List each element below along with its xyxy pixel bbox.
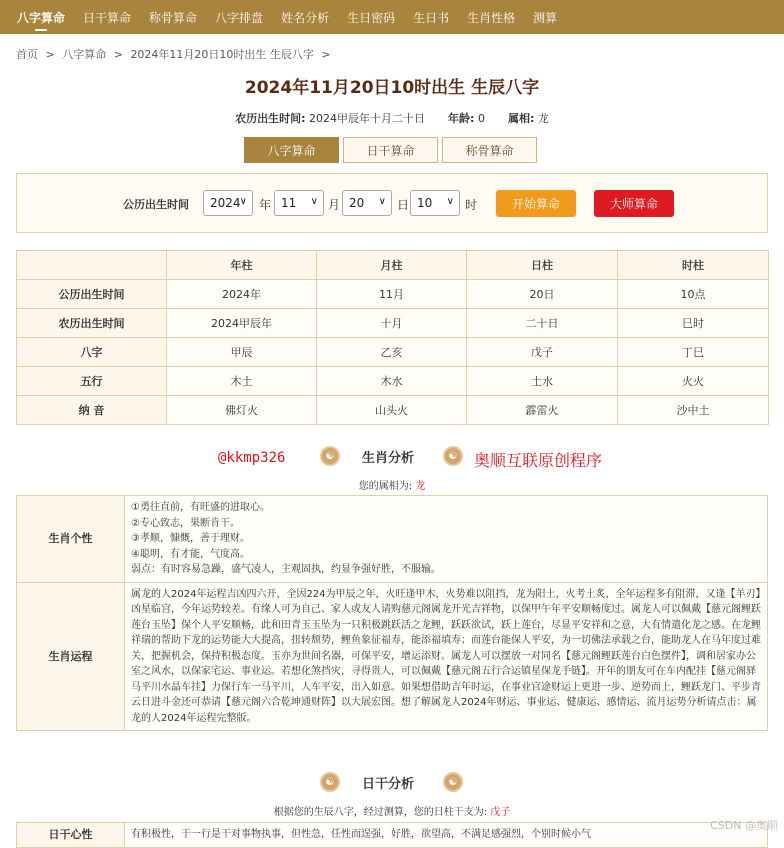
table-header: 年柱 xyxy=(167,251,317,280)
year-select-value: 2024 xyxy=(210,196,241,210)
section-title: 生肖分析 xyxy=(362,451,415,466)
zodiac-subline xyxy=(0,477,784,492)
chevron-down-icon: ∨ xyxy=(378,196,386,207)
taiji-emblem-icon: ☯ xyxy=(443,772,463,792)
rigan-info-table xyxy=(16,822,768,848)
taiji-emblem-icon: ☯ xyxy=(320,772,340,792)
zodiac-info-table xyxy=(16,495,768,731)
table-cell: 戊子 xyxy=(467,338,618,367)
table-cell: 10点 xyxy=(618,280,769,309)
zodiac-value: 龙 xyxy=(537,112,549,125)
taiji-emblem-icon: ☯ xyxy=(443,446,463,466)
table-header: 月柱 xyxy=(317,251,467,280)
table-cell: 2024年 xyxy=(167,280,317,309)
month-unit: 月 xyxy=(328,198,341,212)
row-label: 农历出生时间 xyxy=(17,309,167,338)
table-cell: 十月 xyxy=(317,309,467,338)
personality-text xyxy=(125,496,768,583)
hour-unit: 时 xyxy=(465,198,478,212)
heart-text: 有积极性，于一行是干对事物执事，但性急，任性而逞强，好胜，欲望高，不满足感强烈，个别时候小气 xyxy=(125,823,768,848)
table-header: 日柱 xyxy=(467,251,618,280)
month-select-value: 11 xyxy=(281,196,297,210)
tab-rigan[interactable]: 日干算命 xyxy=(343,137,438,163)
table-row xyxy=(17,396,769,425)
rigan-subline-prefix: 根据您的生辰八字，经过测算，您的日柱干支为: xyxy=(273,807,488,818)
zodiac-subline-value: 龙 xyxy=(415,481,426,492)
fortune-label: 生肖运程 xyxy=(17,582,125,731)
zodiac-section-header xyxy=(0,444,784,470)
table-row xyxy=(17,338,769,367)
footer-watermark: CSDN @奥顺 xyxy=(710,819,778,832)
nav-item-name-analysis[interactable]: 姓名分析 xyxy=(281,10,330,25)
page-title: 2024年11月20日10时出生 生辰八字 xyxy=(244,78,540,98)
master-divination-button[interactable]: 大师算命 xyxy=(594,190,674,217)
table-row xyxy=(17,823,768,848)
hour-select[interactable] xyxy=(410,190,460,216)
breadcrumb xyxy=(16,46,335,62)
age-label: 年龄: xyxy=(448,112,475,125)
zodiac-label: 属相: xyxy=(507,112,535,125)
table-cell: 佛灯火 xyxy=(167,396,317,425)
tab-chenggu[interactable]: 称骨算命 xyxy=(442,137,537,163)
rigan-subline xyxy=(0,803,784,818)
lunar-value: 2024甲辰年十月二十日 xyxy=(309,112,426,125)
nav-item-chenggu[interactable]: 称骨算命 xyxy=(149,10,198,25)
table-cell: 沙中土 xyxy=(618,396,769,425)
table-cell: 11月 xyxy=(317,280,467,309)
table-row xyxy=(17,496,768,583)
rigan-subline-value: 戊子 xyxy=(490,807,511,818)
nav-item-bazi[interactable]: 八字算命 xyxy=(8,0,74,34)
table-row xyxy=(17,367,769,396)
calc-tabs xyxy=(244,137,537,163)
tab-bazi[interactable]: 八字算命 xyxy=(244,137,339,163)
watermark-right: 奥顺互联原创程序 xyxy=(474,451,603,470)
table-cell: 2024甲辰年 xyxy=(167,309,317,338)
table-cell: 木土 xyxy=(167,367,317,396)
lunar-label: 农历出生时间: xyxy=(235,112,306,125)
top-nav xyxy=(0,0,784,34)
table-header xyxy=(17,251,167,280)
personality-line: ③孝顺，慷慨，善于理财。 xyxy=(131,533,250,544)
table-row xyxy=(17,309,769,338)
zodiac-subline-prefix: 您的属相为: xyxy=(358,481,413,492)
row-label: 公历出生时间 xyxy=(17,280,167,309)
taiji-emblem-icon: ☯ xyxy=(320,446,340,466)
table-cell: 乙亥 xyxy=(317,338,467,367)
heart-label: 日干心性 xyxy=(17,823,125,848)
table-cell: 霹雷火 xyxy=(467,396,618,425)
day-select-value: 20 xyxy=(349,196,365,210)
year-unit: 年 xyxy=(259,198,272,212)
table-cell: 巳时 xyxy=(618,309,769,338)
chevron-down-icon: ∨ xyxy=(310,196,318,207)
table-cell: 二十日 xyxy=(467,309,618,338)
personality-line: ②专心致志，果断肯干。 xyxy=(131,517,240,529)
rigan-section-header xyxy=(0,770,784,796)
fortune-text: 属龙的人2024年运程吉凶四六开，全因224为甲辰之年，火旺逢甲木，火势难以阻挡，龙为阳土，火考土炙，全年运程多有阻滞，又逢【羊刃】凶星临宫，今年运势较差。有缘人可为自己、家人或友人请购慈元阁属龙开光吉祥物，以保甲午年平安顺畅度过。属龙人可以佩戴【慈元阁鲤跃莲台玉坠】保个人平安顺畅，此和田青玉玉坠为一只积极跳跃活之龙鲤，跃跃欲试，跃上莲台，尽显平安祥和之意，大有情遣化龙之感。在龙鲤祥瑞的帮助下龙的运势能大大提高，扭转颓势，鲤鱼象征福寿，能添福填寿；而莲台能保人平安，为一切佛法承载之台，能助龙人在马年度过难关，把握机会，保持积极态度。玉亦为世间名器，可保平安，增运添财。属龙人可以摆放一对同名【慈元阁鲤跃莲台白色摆件】，调和居家办公室之风水，以保家宅运、事业运。若想化煞挡灾，寻得贵人，可以佩戴【慈元阁五行合运镇星保龙手链】。开年的朋友可在车内配挂【慈元阁驿马平川水晶车挂】力保行车一马平川，人车平安，出入如意。如果想借助吉年时运，在事业官途财运上更进一步、逆势而上，鲤跃龙门、平步青云日进斗金还可恭请【慈元阁六合乾坤通财阵】以大展宏图。想了解属龙人2024年财运、事业运、健康运、感情运、流月运势分析请点击：属龙的人2024年运程完整版。 xyxy=(125,582,768,731)
table-header-row xyxy=(17,251,769,280)
birth-time-form xyxy=(16,173,768,233)
row-label: 五行 xyxy=(17,367,167,396)
month-select[interactable] xyxy=(274,190,324,216)
watermark-left: @kkmp326 xyxy=(218,450,286,466)
day-select[interactable] xyxy=(342,190,392,216)
breadcrumb-home-link[interactable]: 首页 xyxy=(16,48,38,61)
start-divination-button[interactable]: 开始算命 xyxy=(496,190,576,217)
table-cell: 山头火 xyxy=(317,396,467,425)
personality-line: 弱点：有时容易急躁，盛气凌人，主观固执，约显争强好胜，不服输。 xyxy=(131,564,441,575)
table-cell: 木水 xyxy=(317,367,467,396)
age-value: 0 xyxy=(477,112,485,125)
table-cell: 土水 xyxy=(467,367,618,396)
year-select[interactable] xyxy=(203,190,253,216)
hour-select-value: 10 xyxy=(417,196,433,210)
table-cell: 甲辰 xyxy=(167,338,317,367)
nav-item-divination[interactable]: 测算 xyxy=(533,10,558,25)
table-header: 时柱 xyxy=(618,251,769,280)
breadcrumb-separator: > xyxy=(45,48,55,61)
chevron-down-icon: ∨ xyxy=(239,196,247,207)
section-title: 日干分析 xyxy=(362,777,415,792)
chevron-down-icon: ∨ xyxy=(446,196,454,207)
nav-item-birthday-code[interactable]: 生日密码 xyxy=(347,10,396,25)
birth-info-line xyxy=(0,110,784,126)
row-label: 八字 xyxy=(17,338,167,367)
nav-item-birthday-book[interactable]: 生日书 xyxy=(413,10,450,25)
breadcrumb-separator: > xyxy=(321,48,331,61)
table-row xyxy=(17,582,768,731)
table-cell: 20日 xyxy=(467,280,618,309)
breadcrumb-bazi-link[interactable]: 八字算命 xyxy=(62,48,107,61)
nav-item-zodiac-character[interactable]: 生肖性格 xyxy=(467,10,516,25)
table-cell: 火火 xyxy=(618,367,769,396)
bazi-table xyxy=(16,250,769,425)
personality-label: 生肖个性 xyxy=(17,496,125,583)
form-label: 公历出生时间 xyxy=(123,198,189,211)
nav-item-paipan[interactable]: 八字排盘 xyxy=(215,10,264,25)
breadcrumb-separator: > xyxy=(113,48,123,61)
personality-line: ①勇往直前，有旺盛的进取心。 xyxy=(131,502,270,513)
row-label: 纳 音 xyxy=(17,396,167,425)
table-row xyxy=(17,280,769,309)
personality-line: ④聪明，有才能，气度高。 xyxy=(131,548,250,560)
day-unit: 日 xyxy=(397,198,410,212)
breadcrumb-current: 2024年11月20日10时出生 生辰八字 xyxy=(130,48,314,61)
table-cell: 丁巳 xyxy=(618,338,769,367)
nav-item-rigan[interactable]: 日干算命 xyxy=(83,10,132,25)
